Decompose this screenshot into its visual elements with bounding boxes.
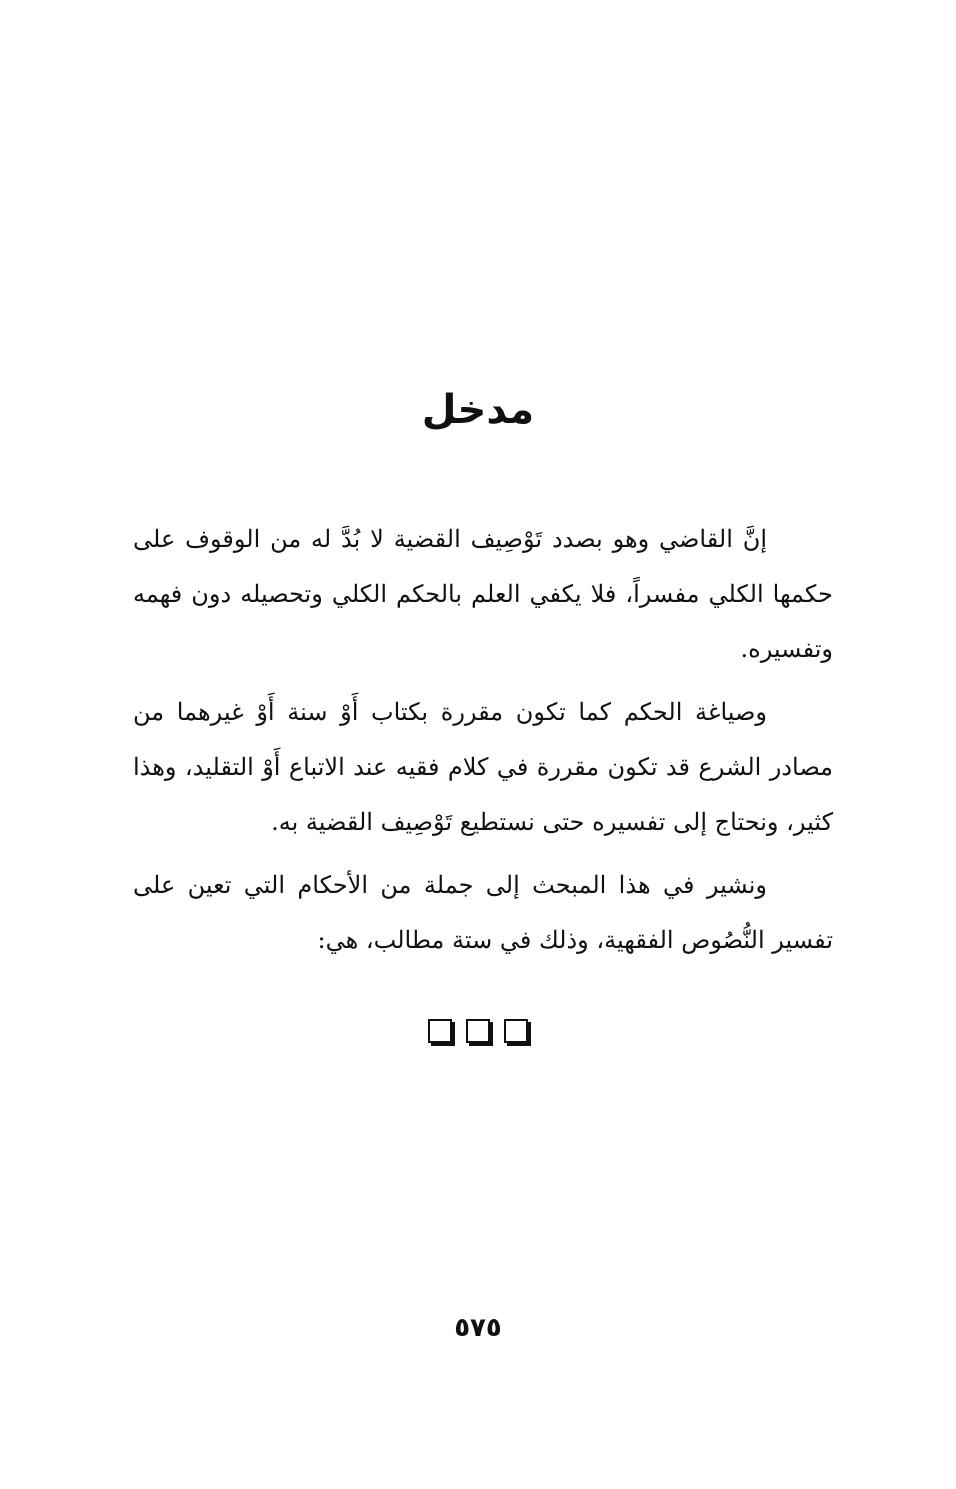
page-number: ٥٧٥ [454,1313,502,1343]
paragraph-1: إنَّ القاضي وهو بصدد تَوْصِيف القضية لا بُدَّ له من الوقوف على حكمها الكلي مفسراً، فلا يكفي العلم بالحكم الكلي وتحصيله دون فهمه وتفسيره. [133,525,833,663]
square-ornament-icon [504,1019,528,1043]
square-ornament-icon [466,1019,490,1043]
section-end-ornament [0,1019,956,1043]
paragraph-2: وصياغة الحكم كما تكون مقررة بكتاب أَوْ سنة أَوْ غيرهما من مصادر الشرع قد تكون مقررة في كلام فقيه عند الاتباع أَوْ التقليد، وهذا كثير، ونحتاج إلى تفسيره حتى نستطيع تَوْصِيف القضية به. [133,698,833,836]
square-ornament-icon [428,1019,452,1043]
body-text [133,512,833,976]
paragraph-3: ونشير في هذا المبحث إلى جملة من الأحكام التي تعين على تفسير النُّصُوص الفقهية، وذلك في ستة مطالب، هي: [133,871,833,954]
page-title: مدخل [421,387,535,433]
